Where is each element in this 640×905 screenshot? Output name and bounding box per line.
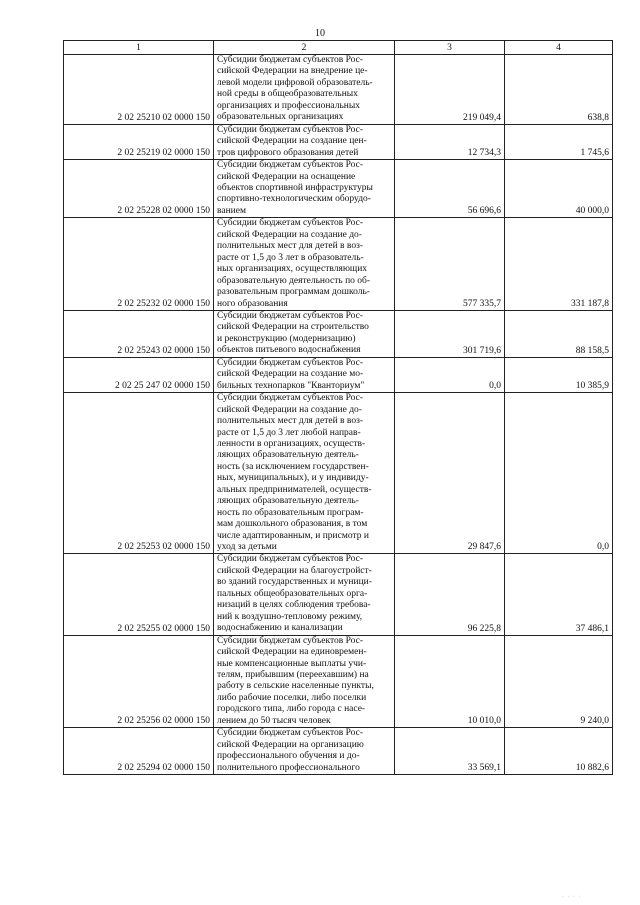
description-line: сийской Федерации на внедрение це- — [217, 66, 368, 77]
description-cell — [214, 728, 395, 775]
amount-col3-cell: 29 847,6 — [395, 393, 505, 554]
description-line: пальных общеобразовательных орга- — [217, 588, 368, 599]
description-line: ные компенсационные выплаты учи- — [217, 658, 367, 669]
scan-mark: · · · · — [562, 894, 582, 900]
amount-col3-cell: 219 049,4 — [395, 55, 505, 125]
table-body — [64, 55, 613, 775]
budget-code-cell: 2 02 25253 02 0000 150 — [64, 393, 214, 554]
description-line: полнительного профессионального — [217, 762, 360, 773]
description-line: Субсидии бюджетам субъектов Рос- — [217, 310, 364, 321]
amount-col4-cell: 88 158,5 — [505, 310, 613, 357]
description-line: организациях и профессиональных — [217, 100, 361, 111]
budget-code-cell: 2 02 25210 02 0000 150 — [64, 55, 214, 125]
budget-code-cell: 2 02 25228 02 0000 150 — [64, 160, 214, 218]
amount-col3-cell: 10 010,0 — [395, 635, 505, 728]
amount-col4-cell: 9 240,0 — [505, 635, 613, 728]
amount-col3-cell: 12 734,3 — [395, 124, 505, 159]
amount-col4-cell: 638,8 — [505, 55, 613, 125]
description-line: сийской Федерации на благоустройст- — [217, 565, 372, 576]
description-line: Субсидии бюджетам субъектов Рос- — [217, 160, 364, 171]
amount-col3-cell: 0,0 — [395, 357, 505, 392]
budget-code-cell: 2 02 25232 02 0000 150 — [64, 218, 214, 311]
description-line: ляющих образовательную деятель- — [217, 450, 359, 461]
description-line: левой модели цифровой образователь- — [217, 77, 373, 88]
description-line: ных, муниципальных), и у индивиду- — [217, 473, 369, 484]
amount-col4-cell: 37 486,1 — [505, 554, 613, 635]
description-line: спортивно-технологическим оборудо- — [217, 194, 371, 205]
description-line: ний к воздушно-тепловому режиму, — [217, 611, 363, 622]
description-line: Субсидии бюджетам субъектов Рос- — [217, 218, 364, 229]
column-number: 1 — [64, 41, 214, 55]
amount-col3-cell: 96 225,8 — [395, 554, 505, 635]
description-line: разовательным программам дошколь- — [217, 287, 370, 298]
table-row — [64, 55, 613, 125]
description-cell — [214, 124, 395, 159]
amount-col3-cell: 33 569,1 — [395, 728, 505, 775]
description-line: альных предпринимателей, осуществ- — [217, 484, 372, 495]
description-line: ность (за исключением государствен- — [217, 461, 369, 472]
table-row — [64, 357, 613, 392]
description-line: расте от 1,5 до 3 лет в образователь- — [217, 252, 364, 263]
description-line: полнительных мест для детей в воз- — [217, 416, 364, 427]
amount-col4-cell: 10 385,9 — [505, 357, 613, 392]
description-line: сийской Федерации на единовремен- — [217, 647, 367, 658]
budget-code-cell: 2 02 25256 02 0000 150 — [64, 635, 214, 728]
table-row — [64, 554, 613, 635]
column-number: 2 — [214, 41, 395, 55]
description-line: образовательных организациях — [217, 112, 344, 123]
column-number: 4 — [505, 41, 613, 55]
description-line: телям, прибывшим (переехавшим) на — [217, 670, 369, 681]
amount-col3-cell: 56 696,6 — [395, 160, 505, 218]
description-line: Субсидии бюджетам субъектов Рос- — [217, 635, 364, 646]
table-row — [64, 635, 613, 728]
description-line: Субсидии бюджетам субъектов Рос- — [217, 124, 364, 135]
description-cell — [214, 310, 395, 357]
description-line: бильных технопарков "Кванториум" — [217, 380, 365, 391]
description-cell — [214, 55, 395, 125]
description-line: Субсидии бюджетам субъектов Рос- — [217, 728, 364, 739]
description-line: ной среды в общеобразовательных — [217, 89, 358, 100]
table-row — [64, 218, 613, 311]
description-line: тров цифрового образования детей — [217, 147, 359, 158]
description-line: профессионального обучения и до- — [217, 751, 360, 762]
table-row — [64, 310, 613, 357]
budget-code-cell: 2 02 25219 02 0000 150 — [64, 124, 214, 159]
description-line: и реконструкцию (модернизацию) — [217, 333, 356, 344]
table-row — [64, 393, 613, 554]
description-line: объектов спортивной инфраструктуры — [217, 182, 373, 193]
description-line: городского типа, либо города с насе- — [217, 704, 366, 715]
description-cell — [214, 554, 395, 635]
budget-code-cell: 2 02 25294 02 0000 150 — [64, 728, 214, 775]
description-line: либо рабочие поселки, либо поселки — [217, 692, 367, 703]
description-line: расте от 1,5 до 3 лет любой направ- — [217, 427, 361, 438]
description-line: Субсидии бюджетам субъектов Рос- — [217, 554, 364, 565]
description-line: сийской Федерации на создание до- — [217, 229, 362, 240]
description-line: мам дошкольного образования, в том — [217, 519, 368, 530]
description-line: объектов питьевого водоснабжения — [217, 345, 361, 356]
description-line: во зданий государственных и муници- — [217, 577, 372, 588]
description-line: Субсидии бюджетам субъектов Рос- — [217, 393, 364, 404]
table-row — [64, 728, 613, 775]
budget-code-cell: 2 02 25 247 02 0000 150 — [64, 357, 214, 392]
amount-col3-cell: 301 719,6 — [395, 310, 505, 357]
budget-code-cell: 2 02 25255 02 0000 150 — [64, 554, 214, 635]
page-number: 10 — [315, 28, 325, 39]
description-line: ного образования — [217, 298, 288, 309]
description-line: сийской Федерации на организацию — [217, 739, 364, 750]
description-line: работу в сельские населенные пункты, — [217, 681, 374, 692]
description-line: ванием — [217, 205, 246, 216]
description-line: сийской Федерации на строительство — [217, 322, 369, 333]
amount-col4-cell: 10 882,6 — [505, 728, 613, 775]
description-line: сийской Федерации на создание до- — [217, 404, 362, 415]
description-line: Субсидии бюджетам субъектов Рос- — [217, 55, 364, 65]
budget-code-cell: 2 02 25243 02 0000 150 — [64, 310, 214, 357]
description-line: числе адаптированным, и присмотр и — [217, 530, 369, 541]
description-line: лением до 50 тысяч человек — [217, 715, 331, 726]
description-line: водоснабжению и канализации — [217, 623, 343, 634]
table-row — [64, 124, 613, 159]
description-cell — [214, 393, 395, 554]
amount-col4-cell: 40 000,0 — [505, 160, 613, 218]
description-cell — [214, 357, 395, 392]
description-line: сийской Федерации на создание мо- — [217, 369, 364, 380]
description-line: полнительных мест для детей в воз- — [217, 241, 364, 252]
amount-col3-cell: 577 335,7 — [395, 218, 505, 311]
amount-col4-cell: 331 187,8 — [505, 218, 613, 311]
description-cell — [214, 160, 395, 218]
description-line: ленности в организациях, осуществ- — [217, 438, 366, 449]
description-line: ность по образовательным програм- — [217, 507, 364, 518]
description-line: уход за детьми — [217, 542, 277, 553]
description-line: ных организациях, осуществляющих — [217, 264, 368, 275]
amount-col4-cell: 1 745,6 — [505, 124, 613, 159]
description-line: низаций в целях соблюдения требова- — [217, 600, 371, 611]
column-number-row — [64, 41, 613, 55]
description-cell — [214, 218, 395, 311]
description-line: ляющих образовательную деятель- — [217, 496, 359, 507]
column-number: 3 — [395, 41, 505, 55]
description-line: сийской Федерации на оснащение — [217, 171, 356, 182]
budget-table — [63, 40, 613, 775]
description-line: сийской Федерации на создание цен- — [217, 136, 367, 147]
amount-col4-cell: 0,0 — [505, 393, 613, 554]
description-line: образовательную деятельность по об- — [217, 275, 371, 286]
table-row — [64, 160, 613, 218]
description-line: Субсидии бюджетам субъектов Рос- — [217, 357, 364, 368]
description-cell — [214, 635, 395, 728]
